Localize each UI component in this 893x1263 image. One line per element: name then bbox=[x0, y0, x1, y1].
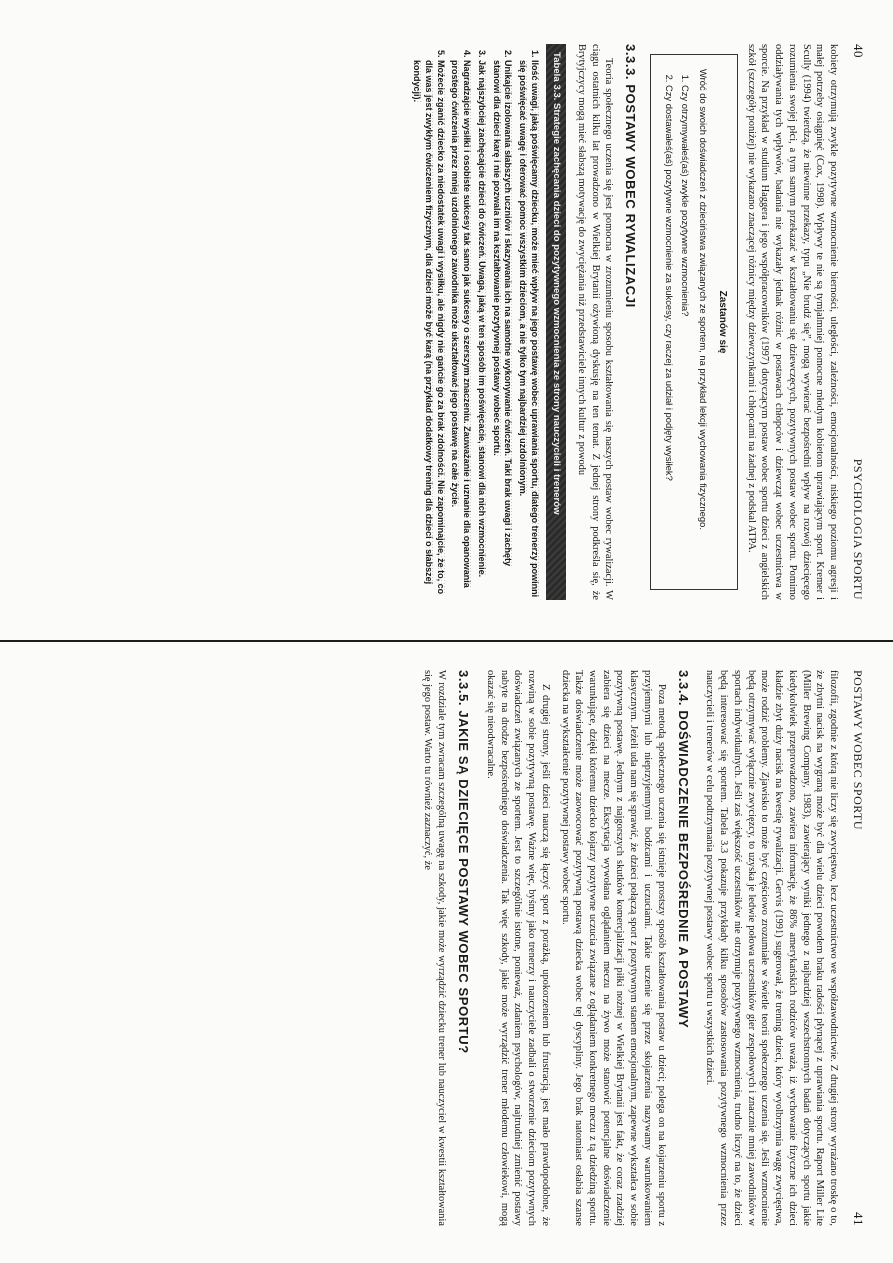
table-item bbox=[411, 60, 446, 600]
paragraph-41-4: W rozdziale tym zwracam szczególną uwagę na szkody, jakie może wyrządzić dziecku trener lub nauczyciel w kwestii kształtowania się jego postaw. Warto tu również zaznaczyć, że bbox=[422, 670, 448, 1226]
reflection-box-intro: Wróć do swoich doświadczeń z dzieciństwa związanych ze sportem, na przykład lekcji wychowania fizycznego. bbox=[698, 69, 710, 530]
table-item bbox=[516, 60, 539, 600]
table-item bbox=[475, 60, 487, 600]
section-heading-3-3-5: 3.3.5. JAKIE SĄ DZIECIĘCE POSTAWY WOBEC SPORTU? bbox=[456, 670, 472, 1054]
table-item-text: Możecie zganić dziecko za niedostatek uwagi i wysiłku, ale nigdy nie gańcie go za brak zdolności. Nie zapominajcie, że to, co dla was jest zwykłym ćwiczeniem fizycznym, dla dzieci może być karą (na przykład dodatkowy trening dla dzieci o słabszej kondycji). bbox=[412, 60, 446, 595]
page-40 bbox=[40, 22, 880, 622]
table-item-text: Jak najszybciej zachęcajcie dzieci do ćwiczeń. Uwaga, jaką w ten sposób im poświęcacie, stanowi dla nich wzmocnienie. bbox=[476, 60, 487, 578]
table-item bbox=[449, 60, 472, 600]
reflection-question: 2. Czy dostawałeś(aś) pozytywne wzmocnienie za sukcesy, czy raczej za udział i podjęty wysiłek? bbox=[662, 85, 675, 575]
running-head-title-40: PSYCHOLOGIA SPORTU bbox=[851, 458, 865, 600]
paragraph-41-3: Z drugiej strony, jeśli dzieci nauczą się łączyć sport z porażką, upokorzeniem lub frustracją, jest mało prawdopodobne, że rozwiną w sobie pozytywną postawę. Ważne więc, byśmy jako trenerzy i nauczyciele zadbali o stworzenie dzieciom pozytywnych doświadczeń związanych ze sportem. Jest to szczególnie istotne, ponieważ, zdaniem psychologów, najtrudniej zmienić postawy nabyte na drodze bezpośredniego doświadczenia. Tak więc szkody, jakie może wyrządzić trener młodemu człowiekowi, mogą okazać się nieodwracalne. bbox=[484, 670, 551, 1226]
table-item-text: Nagradzajcie wysiłki i osobiste sukcesy tak samo jak sukcesy o szerszym znaczeniu. Zauważanie i uznanie dla opanowania prostego ćwiczenia przez mniej uzdolnionego zawodnika może ukształtować jego postawę na całe życie. bbox=[450, 60, 473, 588]
page-number-40: 40 bbox=[851, 44, 866, 58]
page-number-41: 41 bbox=[851, 1212, 866, 1226]
running-head-41 bbox=[850, 670, 866, 1226]
section-heading-3-3-4: 3.3.4. DOŚWIADCZENIE BEZPOŚREDNIE A POSTAWY bbox=[675, 670, 691, 1029]
table-item-text: Unikajcie izolowania słabszych uczniów i skazywania ich na samotne wykonywanie ćwiczeń. Taki brak uwagi i zachęty stanowi dla dzieci karę i nie pozwala im na kształtowanie pozytywnej postawy wobec sportu. bbox=[491, 60, 514, 567]
paragraph-40-2: Teoria społecznego uczenia się jest pomocna w zrozumieniu sposobu kształtowania się naszych postaw wobec rywalizacji. W ciągu ostatnich kilku lat prowadzono w Wielkiej Brytanii ożywioną dyskusję na ten temat. Z jednej strony podkreśla się, że Brytyjczycy mogą mieć słabszą motywację do zwyciężania niż przedstawiciele innych kultur z powodu bbox=[575, 44, 615, 600]
section-heading-3-3-3: 3.3.3. POSTAWY WOBEC RYWALIZACJI bbox=[623, 44, 639, 308]
reflection-question: 1. Czy otrzymywałeś(aś) zwykle pozytywne wzmocnienia? bbox=[678, 85, 691, 575]
table-3-3-title: Tabela 3.3. Strategie zachęcania dzieci do pozytywnego wzmocnienia ze strony nauczycieli i trenerów bbox=[546, 44, 566, 600]
running-head-40 bbox=[850, 44, 866, 600]
paragraph-40-1: kobiety otrzymują zwykle pozytywne wzmocnienie bierności, uległości, zależności, emocjonalności, niskiego poziomu agresji i małej potrzeby osiągnięć (Cox, 1998). Wpływy te nie są tymjalmniej pomocne młodym kobietom uprawiającym sport. Kremer i Scully (1994) twierdzą, że niewinne przekazy, typu „Nie brudź się”, mogą wywierać bezpośredni wpływ na rozwój dziecięcego rozumienia swojej płci, a tym samym przekazać w kształtowaniu się dziewczęcych, pozytywnych postaw wobec sportu. Pomimo oddziaływania tych wpływów, badania nie wykazały jednak różnic w postawach chłopców i dziewcząt wobec uczestnictwa w sporcie. Na przykład w studium Haggera i jego współpracowników (1997) dotyczącym postaw wobec sportu dzieci z angielskich szkół (szczegóły poniżej) nie wykazano znaczącej różnicy między dziewczynkami i chłopcami na żadnej z podskal ATPA. bbox=[745, 44, 839, 600]
paragraph-41-2: Poza metodą społecznego uczenia się istnieje prostszy sposób kształtowania postaw u dzieci; polega on na kojarzeniu sportu z przyjemnymi lub nieprzyjemnymi bodźcami i uczuciami. Takie uczenie się przez skojarzenia nazywamy warunkowaniem klasycznym. Jeżeli uda nam się sprawić, że dzieci połączą sport z pozytywnym stanem emocjonalnym, zapewne wykształca w sobie pozytywną postawę. Jednym z najgorszych skutków komercjalizacji piłki nożnej w Wielkiej Brytanii jest fakt, że coraz rzadziej zabiera się dzieci na mecze. Ekscytacja wywołana oglądaniem meczu na żywo może stanowić potencjalne doświadczenie warunkujące, dzięki któremu dziecko kojarzy pozytywne uczucia związane z oglądaniem konkretnego meczu z tą dziedziną sportu. Także doświadczenie może zaowocować pozytywną postawą dziecka wobec tej dyscypliny. Jego brak natomiast osłabia szanse dziecka na wykształcenie pozytywnej postawy wobec sportu. bbox=[559, 670, 667, 1226]
table-item-text: Ilość uwagi, jaką poświęcamy dziecku, może mieć wpływ na jego postawę wobec uprawiania sportu, dlatego trenerzy powinni się poświęcać uwagę i oferować pomoc wszystkim dzieciom, a nie tylko tym najbardziej uzdolnionym. bbox=[517, 60, 540, 598]
page-41 bbox=[40, 648, 880, 1248]
table-3-3 bbox=[411, 44, 566, 600]
page-divider bbox=[0, 640, 893, 642]
reflection-box bbox=[650, 54, 738, 590]
running-head-title-41: POSTAWY WOBEC SPORTU bbox=[851, 670, 865, 831]
reflection-questions bbox=[662, 69, 690, 575]
table-3-3-list bbox=[411, 44, 540, 600]
table-item bbox=[490, 60, 513, 600]
reflection-box-title: Zastanów się bbox=[716, 290, 728, 354]
paragraph-41-1: filozofii, zgodnie z którą nie liczy się zwycięstwo, lecz uczestnictwo we współzawodnictwie. Z drugiej strony wyrażano troskę o to, że zbytni nacisk na wygraną może być dla wielu dzieci powodem braku radości płynącej z uprawiania sportu. Raport Miller Lite (Miller Brewing Company, 1983), zawierający wyniki jednego z najbardziej wszechstronnych badań dotyczących sportu jakie kiedykolwiek przeprowadzono, zawiera informację, że 86% amerykańskich rodziców uważa, iż wychowanie fizyczne ich dzieci kładzie zbyt duży nacisk na kwestię rywalizacji. Gervis (1991) sugerował, że trening dzieci, który wyolbrzymia wagę zwycięstwa, może rodzić problemy. Zjawisko to może być częściowo zrozumiałe w świetle teorii społecznego uczenia się. Jeśli wzmocnienie będą otrzymywać wyłącznie zwycięzcy, to uzyska je ledwie połowa uczestników gier zespołowych i znacznie mniej zawodników w sportach indywidualnych. Jeśli zaś większość uczestników nie otrzymuje pozytywnego wzmocnienia, trudno liczyć na to, że dzieci będą interesować się sportem. Tabela 3.3 pokazuje przykłady kilku sposobów zastosowania pozytywnego wzmocnienia przez nauczycieli i trenerów w celu podtrzymania pozytywnej postawy wobec sportu u wszystkich dzieci. bbox=[704, 670, 839, 1226]
